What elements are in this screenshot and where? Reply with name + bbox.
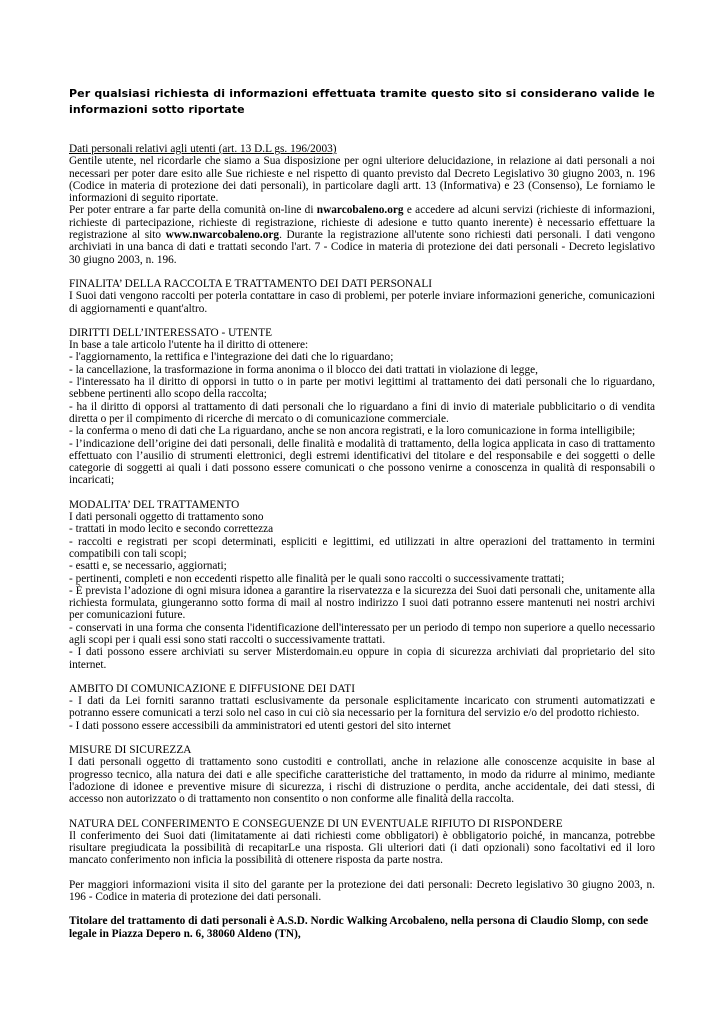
section-diritti [69,327,655,487]
ambito-line: - I dati possono essere accessibili da amministratori ed utenti gestori del sito internet [69,719,451,732]
section-info [69,879,655,904]
intro-p2-text-b: e accedere ad alcuni servizi (richieste di informazioni, richieste di partecipazione, richieste di registrazione, richieste di adesione e tutto quanto inerente) è necessario effettuare la registrazione al sito [69,204,655,242]
modalita-title: MODALITA’ DEL TRATTAMENTO [69,498,240,511]
site-url: www.nwarcobaleno.org [165,229,280,242]
community-site-name: nwarcobaleno.org [316,204,404,217]
modalita-line: - È prevista l’adozione di ogni misura idonea a garantire la riservatezza e la sicurezza dei Suoi dati personali che, unitamente alla richiesta formulata, giungeranno sotto forma di mail al nostro indirizzo I suoi dati potranno essere mantenuti nei nostri archivi per comunicazioni future. [69,584,655,622]
natura-title: NATURA DEL CONFERIMENTO E CONSEGUENZE DI UN EVENTUALE RIFIUTO DI RISPONDERE [69,817,563,830]
modalita-line: - pertinenti, completi e non eccedenti rispetto alle finalità per le quali sono raccolti o successivamente trattati; [69,572,565,585]
section-intro [69,143,655,266]
section-finalita [69,278,655,315]
natura-text: Il conferimento dei Suoi dati (limitatamente ai dati richiesti come obbligatori) è obbligatorio poiché, in mancanza, potrebbe risultare pregiudicata la possibilità di recapitarLe una risposta. Gli ulteriori dati (i dati opzionali) sono facoltativi ed il loro mancato conferimento non inficia la possibilità di ottenere risposta da parte nostra. [69,829,655,867]
section-modalita [69,499,655,671]
section-natura [69,818,655,867]
intro-title: Dati personali relativi agli utenti (art. 13 D.L gs. 196/2003) [69,143,337,155]
section-misure [69,744,655,805]
finalita-title: FINALITA’ DELLA RACCOLTA E TRATTAMENTO DEI DATI PERSONALI [69,277,433,290]
modalita-line: - raccolti e registrati per scopi determinati, espliciti e legittimi, ed utilizzati in altre operazioni del trattamento in termini compatibili con tali scopi; [69,535,655,560]
diritti-line: - la conferma o meno di dati che La riguardano, anche se non ancora registrati, e la loro comunicazione in forma intelligibile; [69,425,636,438]
misure-title: MISURE DI SICUREZZA [69,744,192,757]
intro-p2-text-a: Per poter entrare a far parte della comunità on-line di [69,204,317,217]
diritti-line: - ha il diritto di opporsi al trattamento di dati personali che lo riguardano a fini di invio di materiale pubblicitario o di vendita diretta o per il compimento di ricerche di mercato o di comunicazione commerciale. [69,400,655,425]
modalita-line: - conservati in una forma che consenta l'identificazione dell'interessato per un periodo di tempo non superiore a quello necessario agli scopi per i quali essi sono stati raccolti o successivamente trattati. [69,621,655,646]
titolare-text: Titolare del trattamento di dati personali è A.S.D. Nordic Walking Arcobaleno, nella persona di Claudio Slomp, con sede legale in Piazza Depero n. 6, 38060 Aldeno (TN), [69,915,649,940]
modalita-line: - trattati in modo lecito e secondo correttezza [69,523,274,536]
document-page [69,86,655,940]
section-ambito [69,683,655,732]
intro-p2-text-c: . Durante la registrazione all'utente sono richiesti dati personali. I dati vengono archiviati in una banca di dati e trattati secondo l'art. 7 - Codice in materia di protezione dei dati personali - Decreto legislativo 30 giugno 2003, n. 196. [69,229,655,266]
diritti-line: - l'aggiornamento, la rettifica e l'integrazione dei dati che lo riguardano; [69,351,394,364]
diritti-line: - la cancellazione, la trasformazione in forma anonima o il blocco dei dati trattati in violazione di legge, [69,363,538,376]
modalita-line: - esatti e, se necessario, aggiornati; [69,560,227,573]
diritti-line: - l’indicazione dell’origine dei dati personali, delle finalità e modalità di trattamento, della logica applicata in caso di trattamento effettuato con l’ausilio di strumenti elettronici, degli estremi identificativi del titolare e del responsabile e dei soggetti o delle categorie di soggetti ai quali i dati possono essere comunicati o che possono venirne a conoscenza in qualità di responsabili o incaricati; [69,437,655,487]
intro-paragraph-1: Gentile utente, nel ricordarle che siamo a Sua disposizione per ogni ulteriore delucidazione, in relazione ai dati personali a noi necessari per poter dare esito alle Sue richieste e nel rispetto di quanto previsto dal Decreto Legislativo 30 giugno 2003, n. 196 (Codice in materia di protezione dei dati personali), in particolare dagli artt. 13 (Informativa) e 23 (Consenso), Le forniamo le informazioni di seguito riportate. [69,155,655,205]
finalita-text: I Suoi dati vengono raccolti per poterla contattare in caso di problemi, per poterle inviare informazioni generiche, comunicazioni di aggiornamenti e quant'altro. [69,290,655,315]
document-heading: Per qualsiasi richiesta di informazioni effettuata tramite questo sito si considerano valide le informazioni sotto riportate [69,87,655,116]
misure-text: I dati personali oggetto di trattamento sono custoditi e controllati, anche in relazione alle conoscenze acquisite in base al progresso tecnico, alla natura dei dati e alle specifiche caratteristiche del trattamento, in modo da ridurre al minimo, mediante l'adozione di idonee e preventive misure di sicurezza, i rischi di distruzione o perdita, anche accidentale, dei dati stessi, di accesso non autorizzato o di trattamento non consentito o non conforme alle finalità della raccolta. [69,756,655,806]
ambito-title: AMBITO DI COMUNICAZIONE E DIFFUSIONE DEI DATI [69,682,355,695]
diritti-line: - l'interessato ha il diritto di opporsi in tutto o in parte per motivi legittimi al trattamento dei dati personali che lo riguardano, sebbene pertinenti allo scopo della raccolta; [69,376,655,401]
diritti-title: DIRITTI DELL’INTERESSATO - UTENTE [69,326,273,339]
diritti-line: In base a tale articolo l'utente ha il diritto di ottenere: [69,339,309,352]
modalita-line: I dati personali oggetto di trattamento sono [69,511,264,524]
info-text: Per maggiori informazioni visita il sito del garante per la protezione dei dati personali: Decreto legislativo 30 giugno 2003, n. 196 - Codice in materia di protezione dei dati personali. [69,878,655,904]
modalita-line: - I dati possono essere archiviati su server Misterdomain.eu oppure in copia di sicurezza archiviati dal proprietario del sito internet. [69,646,655,671]
ambito-line: - I dati da Lei forniti saranno trattati esclusivamente da personale esplicitamente incaricato con strumenti automatizzati e potranno essere comunicati a terzi solo nel caso in cui ciò sia necessario per la fornitura del servizio e/o del prodotto richiesto. [69,695,655,720]
intro-paragraph-2 [69,204,655,265]
